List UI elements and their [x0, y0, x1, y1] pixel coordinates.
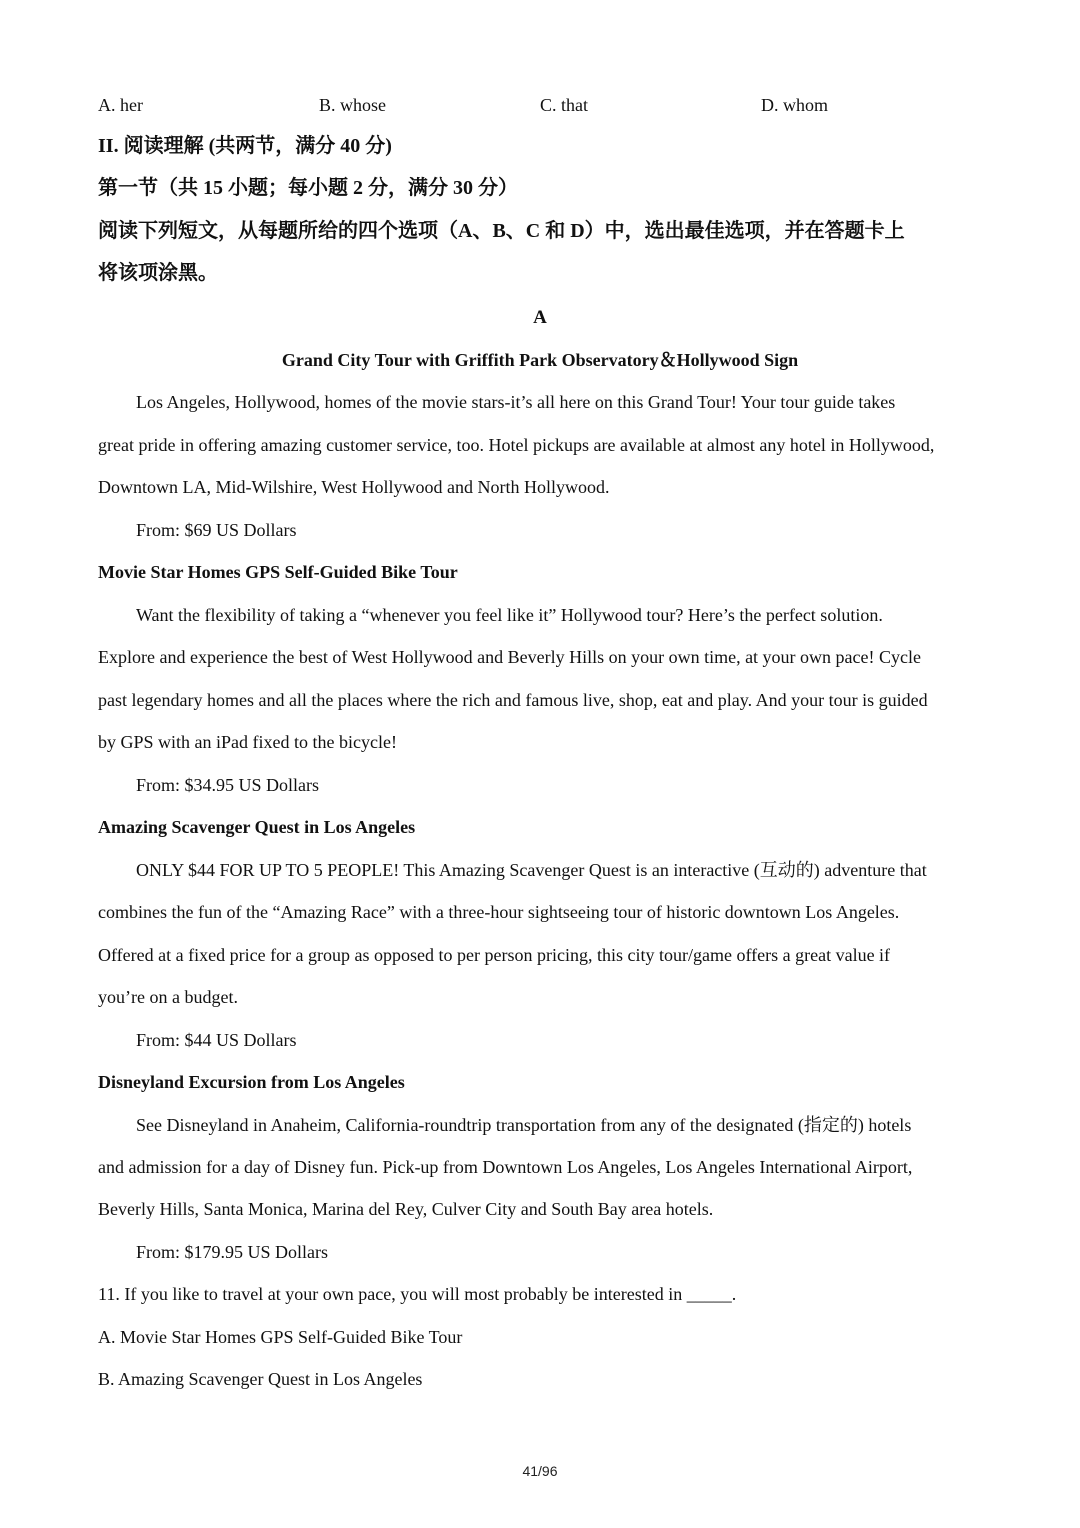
tour3-line-2: combines the fun of the “Amazing Race” with a three-hour sightseeing tour of historic downtown Los Angeles.	[98, 902, 900, 922]
prev-option-a: A. her	[98, 95, 143, 115]
question-option-a: A. Movie Star Homes GPS Self-Guided Bike Tour	[98, 1327, 463, 1347]
prev-option-c: C. that	[540, 95, 588, 115]
tour2-line-2: Explore and experience the best of West Hollywood and Beverly Hills on your own time, at your own pace! Cycle	[98, 647, 921, 667]
tour4-title: Disneyland Excursion from Los Angeles	[98, 1072, 405, 1092]
passage-label: A	[533, 307, 547, 328]
part-title: 第一节（共 15 小题；每小题 2 分，满分 30 分）	[98, 177, 518, 199]
page-number: 41/96	[522, 1463, 558, 1479]
question-stem: 11. If you like to travel at your own pace, you will most probably be interested in _____.	[98, 1284, 737, 1304]
prev-option-d: D. whom	[761, 95, 828, 115]
tour3-line-1: ONLY $44 FOR UP TO 5 PEOPLE! This Amazing Scavenger Quest is an interactive (互动的) adventure that	[136, 860, 927, 880]
tour2-price: From: $34.95 US Dollars	[136, 775, 320, 795]
tour1-price: From: $69 US Dollars	[136, 520, 297, 540]
tour3-title: Amazing Scavenger Quest in Los Angeles	[98, 817, 416, 837]
tour1-line-1: Los Angeles, Hollywood, homes of the movie stars-it’s all here on this Grand Tour! Your tour guide takes	[136, 392, 896, 412]
passage-title: Grand City Tour with Griffith Park Observatory＆Hollywood Sign	[281, 350, 799, 370]
tour2-line-4: by GPS with an iPad fixed to the bicycle!	[98, 732, 397, 752]
tour4-line-1: See Disneyland in Anaheim, California-roundtrip transportation from any of the designated (指定的) hotels	[136, 1115, 912, 1135]
tour4-line-3: Beverly Hills, Santa Monica, Marina del Rey, Culver City and South Bay area hotels.	[98, 1199, 714, 1219]
instruction-line-1: 阅读下列短文，从每题所给的四个选项（A、B、C 和 D）中，选出最佳选项，并在答题卡上	[98, 220, 905, 242]
tour4-price: From: $179.95 US Dollars	[136, 1242, 329, 1262]
section-title: II. 阅读理解 (共两节，满分 40 分)	[98, 135, 392, 157]
tour2-line-1: Want the flexibility of taking a “whenever you feel like it” Hollywood tour? Here’s the perfect solution.	[136, 605, 883, 625]
tour3-line-3: Offered at a fixed price for a group as opposed to per person pricing, this city tour/game offers a great value if	[98, 945, 891, 965]
tour2-title: Movie Star Homes GPS Self-Guided Bike Tour	[98, 562, 458, 582]
tour1-line-2: great pride in offering amazing customer service, too. Hotel pickups are available at almost any hotel in Hollywood,	[98, 435, 935, 455]
tour4-line-2: and admission for a day of Disney fun. Pick-up from Downtown Los Angeles, Los Angeles International Airport,	[98, 1157, 913, 1177]
tour1-line-3: Downtown LA, Mid-Wilshire, West Hollywood and North Hollywood.	[98, 477, 610, 497]
tour3-price: From: $44 US Dollars	[136, 1030, 297, 1050]
tour2-line-3: past legendary homes and all the places where the rich and famous live, shop, eat and play. And your tour is guided	[98, 690, 928, 710]
question-option-b: B. Amazing Scavenger Quest in Los Angeles	[98, 1369, 423, 1389]
tour3-line-4: you’re on a budget.	[98, 987, 238, 1007]
instruction-line-2: 将该项涂黑。	[98, 262, 218, 284]
prev-option-b: B. whose	[319, 95, 386, 115]
